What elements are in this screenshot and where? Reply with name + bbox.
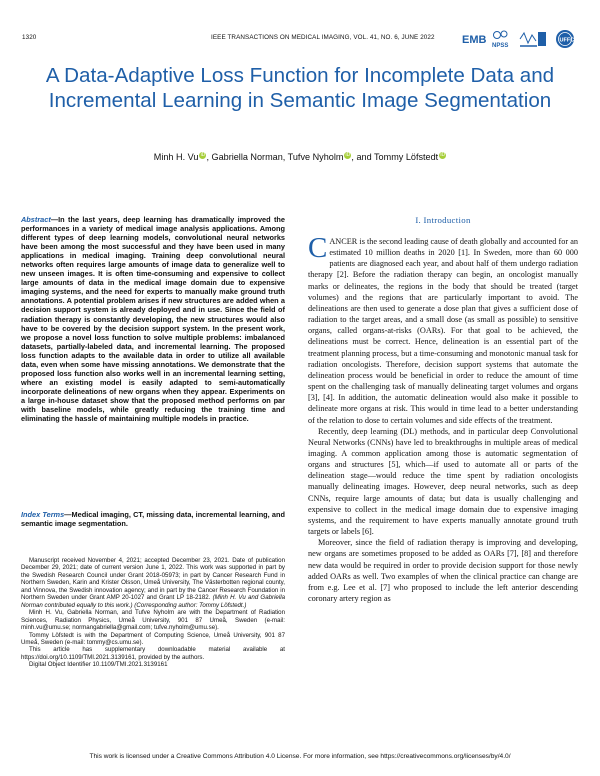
paragraph: Moreover, since the field of radiation therapy is improving and developing, new organs are sometimes proposed to be added as OARs [7], [8] and therefore new data would be required in order to provide decision support for those newly added OARs as well. Two examples of when the clinical practice can change are from e.g. Lee et al. [7] who proposed to include the left anterior descending coronary artery region as (308, 538, 578, 603)
uffc-logo (553, 29, 577, 49)
author-list: Minh H. Vu iD, Gabriella Norman, Tufve Nyholm iD, and Tommy Löfstedt iD (153, 152, 446, 163)
svg-text:UFFC: UFFC (559, 37, 575, 44)
author-name: Tufve Nyholm (287, 152, 344, 163)
author-name: Tommy Löfstedt (374, 152, 439, 163)
drop-cap: C (308, 232, 328, 264)
orcid-icon[interactable]: iD (440, 152, 446, 158)
footnote-funding: Manuscript received November 4, 2021; accepted December 23, 2021. Date of publication December 29, 2021; date of current version June 1, 2022. This work was supported in part by the Swedish Research Council under Grant 2018-05973; in part by Cancer Research Fund in Northern Sweden, Karin and Krister Olsson, Umeå University, The Västerbotten regional county, and Vinnova, the Swedish innovation agency; and in part by the Cancer Research Foundation in Northern Sweden under Grant AMP 20-1027 and Grant LP 18-2182. (Minh H. Vu and Gabriella Norman contributed equally to this work.) (Corresponding author: Tommy Löfstedt.) (21, 557, 285, 609)
npss-logo (491, 29, 515, 49)
index-terms: Index Terms—Medical imaging, CT, missing data, incremental learning, and semantic image segmentation. (21, 510, 285, 529)
footnote (21, 557, 285, 669)
abstract: Abstract—In the last years, deep learning has dramatically improved the performances in a variety of medical image analysis applications. Among different types of deep learning models, convolutional neural networks have been among the most successful and they have been used in many applications in medical imaging. Training deep convolutional neural networks often requires large amounts of image data to generalize well to new unseen images. It is often time-consuming and expensive to collect large amounts of data in the medical image domain due to expensive imaging systems, and the need for experts to manually make ground truth annotations. A potential problem arises if new structures are added when a decision support system is already deployed and in use. Since the field of radiation therapy is constantly developing, the new structures would also have to be covered by the decision support system. In the present work, we propose a novel loss function to solve multiple problems: imbalanced datasets, partially-labeled data, and incremental learning. The proposed loss function adapts to the available data in order to utilize all available data, even when some have missing annotations. We demonstrate that the proposed loss function also works well in an incremental learning setting, where an existing model is easily adapted to semi-automatically incorporate delineations of new organs when they appear. Experiments on a large in-house dataset show that the proposed method performs on par with baseline models, while greatly reducing the training time and eliminating the hassle of maintaining multiple models in practice. (21, 215, 285, 424)
svg-text:EMB: EMB (462, 34, 487, 46)
section-heading: I. Introduction (415, 215, 471, 225)
author-name: Gabriella Norman (211, 152, 283, 163)
page-number: 1320 (22, 34, 37, 41)
emb-logo (461, 29, 487, 49)
abstract-label: Abstract (21, 215, 51, 224)
footnote-affiliation: Minh H. Vu, Gabriella Norman, and Tufve Nyholm are with the Department of Radiation Sciences, Radiation Physics, Umeå University, 901 87 Umeå, Sweden (e-mail: minh.vu@umu.se; normangabriella@gmail.com; tufve.nyholm@umu.se). (21, 609, 285, 632)
svg-text:NPSS: NPSS (492, 43, 509, 49)
paragraph: Recently, deep learning (DL) methods, and in particular deep Convolutional Neural Networks (CNNs) have led to breakthroughs in multiple areas of medical imaging. A common application among those is automatic segmentation of organs and structures [5], which—if used to automate all or parts of the delineation stage—would reduce the time spent by radiation oncologists manually delineating images. However, deep neural networks, such as deep CNNs, require large amounts of data; but data is usually challenging and expensive to collect in the medical image domain due to expensive imaging systems, and the requirement to have experts manually annotate ground truth targets or labels [6]. (308, 426, 578, 537)
index-terms-text: Medical imaging, CT, missing data, incremental learning, and semantic image segmentation. (21, 510, 285, 529)
signal-processing-logo (519, 29, 547, 49)
license-notice[interactable]: This work is licensed under a Creative Commons Attribution 4.0 License. For more information, see https://creativecommons.org/licenses/by/4.0/ (89, 753, 511, 760)
introduction-body (308, 232, 578, 604)
journal-header: IEEE TRANSACTIONS ON MEDICAL IMAGING, VOL. 41, NO. 6, JUNE 2022 (211, 34, 435, 41)
footnote-supplement[interactable]: This article has supplementary downloadable material available at https://doi.org/10.1109/TMI.2021.3139161, provided by the authors. (21, 646, 285, 661)
footnote-affiliation: Tommy Löfstedt is with the Department of Computing Science, Umeå University, 901 87 Umeå, Sweden (e-mail: tommy@cs.umu.se). (21, 631, 285, 646)
index-terms-label: Index Terms (21, 510, 65, 519)
society-logos (461, 29, 579, 49)
abstract-text: In the last years, deep learning has dramatically improved the performances in a variety of medical image analysis applications. Among different types of deep learning models, convolutional neural networks have been among the most successful and they have been used in many applications in medical imaging. Training deep convolutional neural networks often requires large amounts of image data to generalize well to new unseen images. It is often time-consuming and expensive to collect large amounts of data in the medical image domain due to expensive imaging systems, and the need for experts to manually make ground truth annotations. A potential problem arises if new structures are added when a decision support system is already deployed and in use. Since the field of radiation therapy is constantly developing, the new structures would also have to be covered by the decision support system. In the present work, we propose a novel loss function to solve multiple problems: imbalanced datasets, partially-labeled data, and incremental learning. The proposed loss function adapts to the available data in order to utilize all available data, even when some have missing annotations. We demonstrate that the proposed loss function also works well in an incremental learning setting, where an existing model is easily adapted to semi-automatically incorporate delineations of new organs when they appear. Experiments on a large in-house dataset show that the proposed method performs on par with baseline models, while greatly reducing the training time and eliminating the hassle of maintaining multiple models in practice. (21, 215, 285, 424)
footnote-doi: Digital Object Identifier 10.1109/TMI.2021.3139161 (29, 661, 168, 669)
author-name: Minh H. Vu (153, 152, 199, 163)
orcid-icon[interactable]: iD (345, 152, 351, 158)
paper-title: A Data-Adaptive Loss Function for Incomplete Data and Incremental Learning in Semantic Image Segmentation (45, 64, 555, 112)
paragraph: CANCER is the second leading cause of death globally and accounted for an estimated 10 million deaths in 2020 [1]. In Sweden, more than 60 000 patients are diagnosed each year, and about half of them undergo radiation therapy [2]. Before the radiation therapy can begin, an oncologist manually marks or delineates, the regions in the body that should be treated (target volumes) and the regions that are particularly important to avoid. The delineations are then used to generate a dose plan that gives a sufficient dose of radiation to the target areas, and a small dose (as small as possible) to sensitive organs, called organs-at-risks (OARs). For that goal to be achieved, the delineations must be correct. Hence, delineation is an essential part of the treatment planning process, but a time-consuming and monotonic manual task for radiation oncologists. Therefore, decision support systems that automate the delineation process would be beneficial in order to reduce the amount of time spent on the challenging task of manually delineating target volumes and organs [3], [4]. In addition, the automatic delineation would also make it possible to delineate more organs at risk. This would in time lead to a better understanding of the relation to dose to certain volumes and side effects of the treatment. (308, 232, 578, 425)
orcid-icon[interactable]: iD (200, 152, 206, 158)
